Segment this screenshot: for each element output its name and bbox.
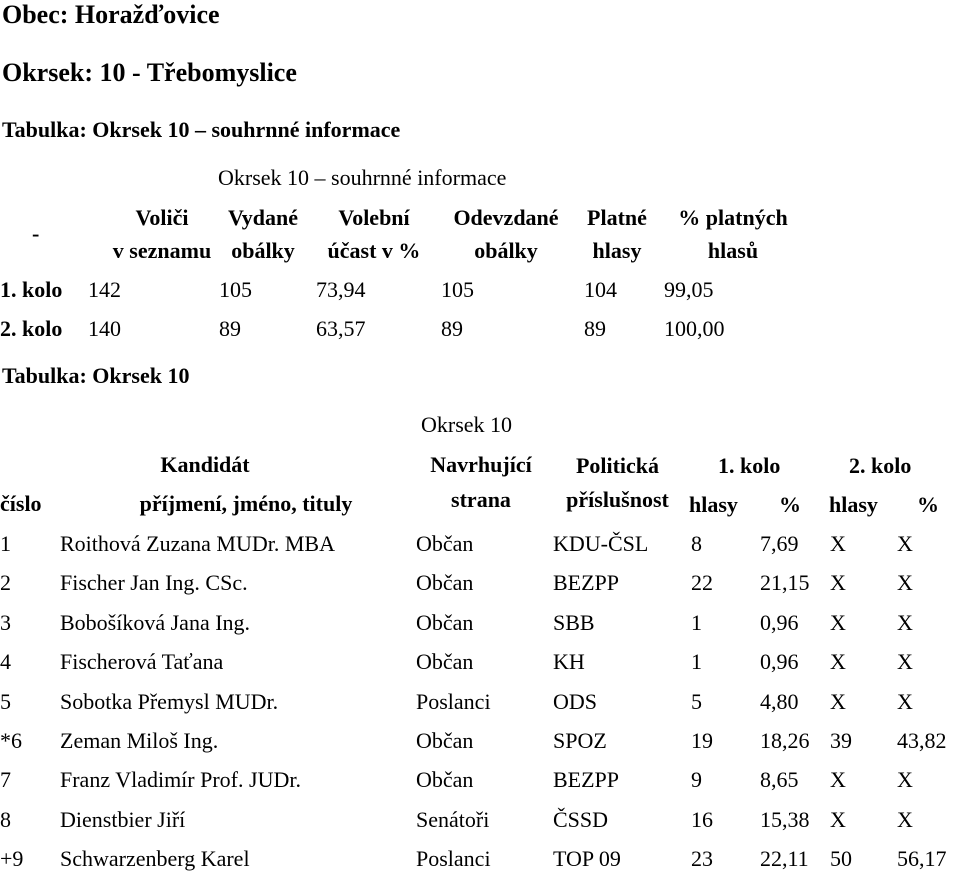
- candidate-name: Dienstbier Jiří: [60, 806, 186, 832]
- kolo1-percent: 22,11: [760, 846, 809, 872]
- kolo1-percent: 8,65: [760, 767, 799, 793]
- summary-col-header-sub: hlasů: [707, 238, 759, 263]
- kolo1-percent: 7,69: [760, 531, 799, 556]
- summary-row-label: 2. kolo: [0, 316, 63, 341]
- summary-col-header-sub: účast v %: [327, 238, 421, 263]
- kolo2-percent: 43,82: [897, 728, 947, 753]
- summary-cell: 89: [441, 316, 463, 341]
- summary-col-header-sub: obálky: [231, 238, 295, 263]
- summary-col-header: Platné: [587, 205, 647, 230]
- candidate-name: Fischer Jan Ing. CSc.: [60, 570, 248, 596]
- summary-row-label: 1. kolo: [0, 277, 63, 302]
- kolo1-votes: 1: [691, 609, 702, 635]
- kolo1-percent: 15,38: [760, 806, 810, 832]
- summary-cell: 140: [88, 316, 121, 341]
- kolo1-votes: 16: [691, 806, 713, 832]
- summary-cell: 89: [219, 316, 241, 341]
- summary-cell: 73,94: [316, 277, 366, 302]
- candidate-affiliation: SPOZ: [553, 728, 607, 753]
- kolo1-percent: 0,96: [760, 649, 799, 675]
- summary-col-header-sub: obálky: [474, 238, 538, 263]
- candidate-name: Franz Vladimír Prof. JUDr.: [60, 767, 301, 793]
- kolo1-percent: 0,96: [760, 609, 799, 635]
- candidate-affiliation: KDU-ČSL: [553, 531, 649, 556]
- summary-col-header: Vydané: [227, 205, 299, 230]
- summary-col-header: Volební: [338, 205, 410, 230]
- kolo1-votes: 22: [691, 570, 713, 596]
- candidate-affiliation: KH: [553, 649, 585, 675]
- header-cislo: číslo: [0, 491, 42, 516]
- candidate-party: Občan: [416, 531, 474, 556]
- kolo2-votes: X: [830, 649, 846, 675]
- kolo2-percent: X: [897, 767, 913, 793]
- candidate-name: Roithová Zuzana MUDr. MBA: [60, 531, 335, 556]
- candidate-number: 5: [0, 688, 11, 714]
- candidate-affiliation: BEZPP: [553, 767, 620, 793]
- kolo2-percent: X: [897, 609, 913, 635]
- kolo1-votes: 8: [691, 531, 702, 556]
- kolo1-votes: 5: [691, 688, 702, 714]
- summary-cell: 63,57: [316, 316, 366, 341]
- summary-col-header: Odevzdané: [453, 205, 559, 230]
- summary-caption: Okrsek 10 – souhrnné informace: [218, 165, 507, 190]
- summary-corner-label: -: [32, 221, 40, 246]
- candidate-name: Schwarzenberg Karel: [60, 846, 250, 872]
- summary-col-header: Voliči: [135, 205, 189, 230]
- header-kandidat: Kandidát: [160, 452, 250, 477]
- kolo2-percent: X: [897, 649, 913, 675]
- candidate-number: 2: [0, 570, 11, 596]
- kolo2-votes: X: [830, 688, 846, 714]
- kolo2-percent: X: [897, 570, 913, 596]
- candidate-affiliation: ČSSD: [553, 806, 609, 832]
- candidate-name: Bobošíková Jana Ing.: [60, 609, 251, 635]
- candidates-table-title: Tabulka: Okrsek 10: [2, 363, 190, 388]
- kolo2-votes: X: [830, 767, 846, 793]
- kolo2-percent: X: [897, 806, 913, 832]
- kolo2-percent: 56,17: [897, 846, 947, 872]
- candidate-number: 3: [0, 609, 11, 635]
- header-kolo1-hlasy: hlasy: [689, 492, 738, 517]
- obec-heading: Obec: Horažďovice: [2, 0, 220, 29]
- okrsek-heading: Okrsek: 10 - Třebomyslice: [2, 58, 297, 87]
- candidate-number: 1: [0, 531, 11, 556]
- summary-col-header: % platných: [678, 205, 788, 230]
- candidate-number: 8: [0, 806, 11, 832]
- kolo2-votes: 50: [830, 846, 852, 872]
- candidate-party: Občan: [416, 728, 474, 753]
- kolo2-votes: 39: [830, 728, 852, 753]
- candidate-number: 4: [0, 649, 11, 675]
- candidate-name: Zeman Miloš Ing.: [60, 728, 219, 753]
- kolo1-votes: 23: [691, 846, 713, 872]
- candidate-party: Senátoři: [416, 806, 490, 832]
- summary-cell: 104: [584, 277, 617, 302]
- kolo2-percent: X: [897, 531, 913, 556]
- candidate-affiliation: TOP 09: [553, 846, 621, 872]
- kolo2-votes: X: [830, 531, 846, 556]
- summary-cell: 89: [584, 316, 606, 341]
- kolo1-percent: 18,26: [760, 728, 810, 753]
- header-politicka: Politická: [575, 453, 660, 478]
- summary-cell: 100,00: [664, 316, 725, 341]
- header-kolo2-procenta: %: [917, 492, 939, 517]
- candidate-number: *6: [0, 728, 22, 753]
- header-kolo2: 2. kolo: [849, 453, 912, 478]
- candidate-party: Poslanci: [416, 688, 491, 714]
- summary-cell: 105: [441, 277, 474, 302]
- candidate-affiliation: SBB: [553, 609, 595, 635]
- candidate-affiliation: ODS: [553, 688, 598, 714]
- header-politicka-sub: příslušnost: [566, 487, 669, 512]
- summary-col-header-sub: v seznamu: [112, 238, 212, 263]
- summary-table-title: Tabulka: Okrsek 10 – souhrnné informace: [2, 117, 401, 142]
- candidate-number: 7: [0, 767, 11, 793]
- candidate-name: Fischerová Taťana: [60, 649, 224, 675]
- header-kolo1: 1. kolo: [718, 453, 781, 478]
- candidate-party: Občan: [416, 767, 474, 793]
- candidate-party: Občan: [416, 570, 474, 596]
- kolo1-votes: 19: [691, 728, 713, 753]
- candidates-caption: Okrsek 10: [421, 412, 513, 437]
- candidate-party: Občan: [416, 649, 474, 675]
- candidate-name: Sobotka Přemysl MUDr.: [60, 688, 279, 714]
- header-kolo2-hlasy: hlasy: [829, 492, 878, 517]
- kolo1-votes: 1: [691, 649, 702, 675]
- candidate-number: +9: [0, 846, 24, 872]
- kolo1-percent: 21,15: [760, 570, 810, 596]
- candidate-party: Poslanci: [416, 846, 491, 872]
- kolo2-votes: X: [830, 609, 846, 635]
- kolo1-percent: 4,80: [760, 688, 799, 714]
- header-navrhujici-sub: strana: [451, 487, 511, 512]
- header-navrhujici: Navrhující: [430, 452, 532, 477]
- kolo2-percent: X: [897, 688, 913, 714]
- kolo2-votes: X: [830, 806, 846, 832]
- candidate-party: Občan: [416, 609, 474, 635]
- summary-cell: 105: [219, 277, 252, 302]
- summary-cell: 99,05: [664, 277, 714, 302]
- header-kandidat-sub: příjmení, jméno, tituly: [139, 491, 353, 516]
- header-kolo1-procenta: %: [779, 492, 801, 517]
- kolo1-votes: 9: [691, 767, 702, 793]
- summary-cell: 142: [88, 277, 121, 302]
- kolo2-votes: X: [830, 570, 846, 596]
- summary-col-header-sub: hlasy: [592, 238, 642, 263]
- candidate-affiliation: BEZPP: [553, 570, 620, 596]
